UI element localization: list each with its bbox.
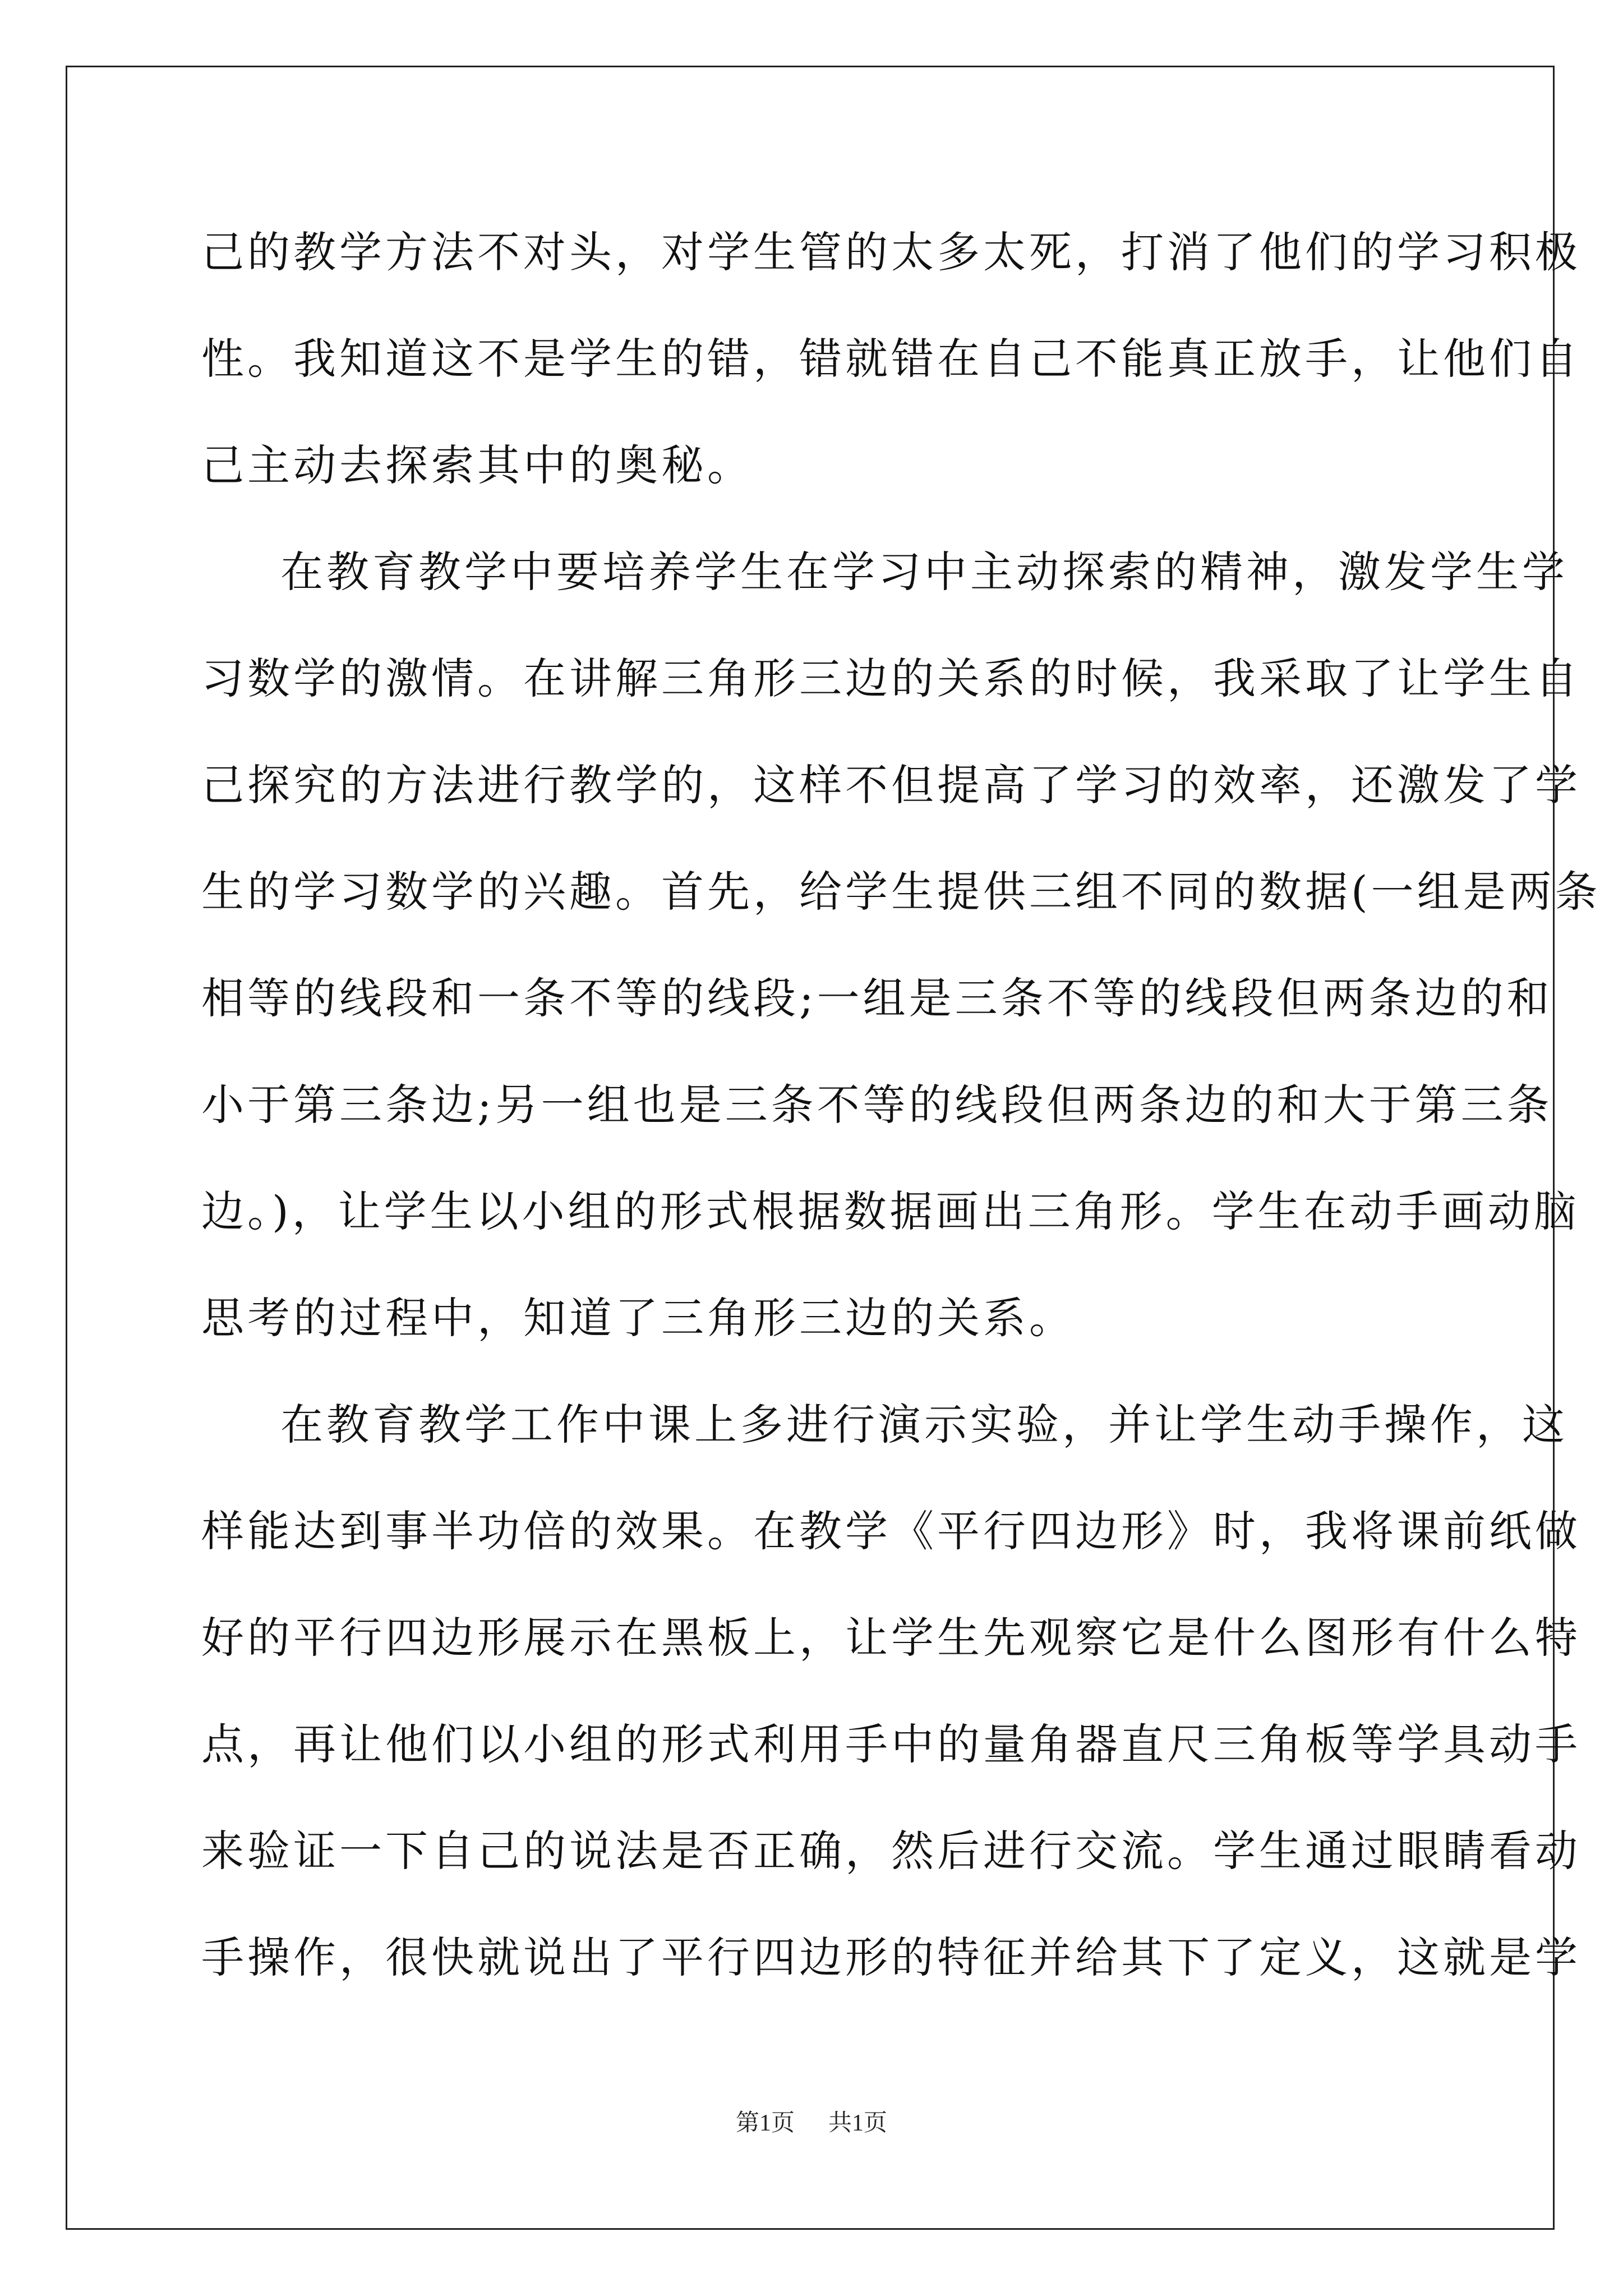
text-line: 边。)，让学生以小组的形式根据数据画出三角形。学生在动手画动脑 <box>201 1186 1580 1236</box>
text-line: 手操作，很快就说出了平行四边形的特征并给其下了定义，这就是学 <box>201 1932 1581 1982</box>
text-line: 相等的线段和一条不等的线段;一组是三条不等的线段但两条边的和 <box>201 973 1553 1023</box>
text-line: 己主动去探索其中的奥秘。 <box>201 440 753 490</box>
text-line: 思考的过程中，知道了三角形三边的关系。 <box>201 1293 1075 1343</box>
text-line: 生的学习数学的兴趣。首先，给学生提供三组不同的数据(一组是两条 <box>201 867 1601 917</box>
text-line: 性。我知道这不是学生的错，错就错在自己不能真正放手，让他们自 <box>201 334 1581 384</box>
text-line: 小于第三条边;另一组也是三条不等的线段但两条边的和大于第三条 <box>201 1080 1553 1130</box>
text-line: 己探究的方法进行教学的，这样不但提高了学习的效率，还激发了学 <box>201 760 1581 810</box>
text-line: 在教育教学工作中课上多进行演示实验，并让学生动手操作，这 <box>280 1400 1568 1450</box>
page-number: 第1页 <box>735 2110 795 2136</box>
page-total: 共1页 <box>828 2110 888 2136</box>
text-line: 来验证一下自己的说法是否正确，然后进行交流。学生通过眼睛看动 <box>201 1826 1581 1876</box>
text-line: 样能达到事半功倍的效果。在教学《平行四边形》时，我将课前纸做 <box>201 1506 1581 1556</box>
text-line: 习数学的激情。在讲解三角形三边的关系的时候，我采取了让学生自 <box>201 654 1581 703</box>
text-line: 在教育教学中要培养学生在学习中主动探索的精神，激发学生学 <box>280 547 1568 597</box>
text-line: 点，再让他们以小组的形式利用手中的量角器直尺三角板等学具动手 <box>201 1719 1581 1769</box>
page-footer <box>0 2106 1623 2140</box>
text-line: 己的教学方法不对头，对学生管的太多太死，打消了他们的学习积极 <box>201 227 1581 277</box>
text-line: 好的平行四边形展示在黑板上，让学生先观察它是什么图形有什么特 <box>201 1613 1581 1663</box>
